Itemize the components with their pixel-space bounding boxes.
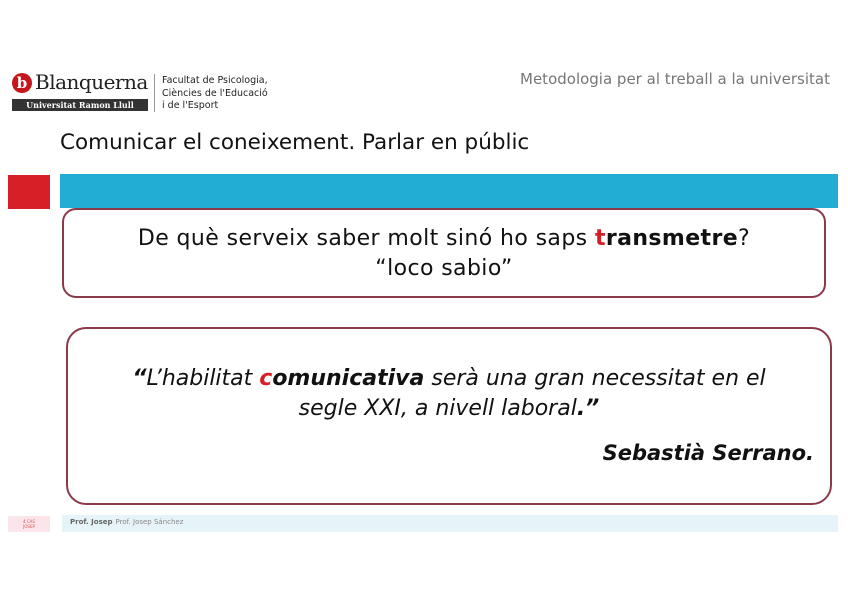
logo-university: Universitat Ramon Llull [12, 99, 148, 111]
question-mark: ? [738, 226, 751, 251]
logo-name: Blanquerna [35, 70, 148, 94]
question-text: De què serveix saber molt sinó ho saps [137, 226, 595, 251]
quote-text: serà una gran necessitat en el [424, 366, 766, 391]
footer-abbr: Prof. Josep [70, 518, 113, 526]
slide-title: Comunicar el coneixement. Parlar en públic [60, 130, 530, 155]
footer-text [70, 518, 183, 526]
quotation-box [66, 327, 832, 505]
highlight-word: omunicativa [272, 366, 425, 391]
question-line [64, 224, 824, 254]
footer-bar [62, 515, 838, 532]
course-title: Metodologia per al treball a la universitat [520, 70, 830, 88]
faculty-name [162, 75, 268, 113]
quote-text: L’habilitat [146, 366, 260, 391]
accent-blue-bar [60, 174, 838, 208]
faculty-line: Ciències de l'Educació [162, 87, 268, 99]
quote-author: Sebastià Serrano. [602, 441, 814, 465]
blanquerna-logo [10, 70, 150, 114]
highlight-word: ransmetre [605, 226, 739, 251]
open-quote: “ [132, 366, 147, 391]
accent-red-square [8, 175, 50, 209]
faculty-line: Facultat de Psicologia, [162, 75, 268, 86]
highlight-letter: c [259, 366, 273, 391]
quote-text: segle XXI, a nivell laboral [298, 396, 577, 421]
footer-badge-line: JOSEP [23, 524, 35, 529]
footer-name: Prof. Josep Sánchez [115, 518, 184, 526]
close-quote: .” [576, 396, 600, 421]
footer-badge-line: 4 CAS [23, 519, 35, 524]
quotation [68, 364, 830, 424]
highlight-letter: t [594, 226, 606, 251]
faculty-line: i de l'Esport [162, 100, 219, 111]
footer-badge [8, 516, 50, 532]
logo-divider [154, 74, 155, 112]
question-box [62, 208, 826, 298]
logo-mark: b [12, 73, 32, 93]
quote-loco-sabio: “loco sabio” [375, 256, 513, 281]
